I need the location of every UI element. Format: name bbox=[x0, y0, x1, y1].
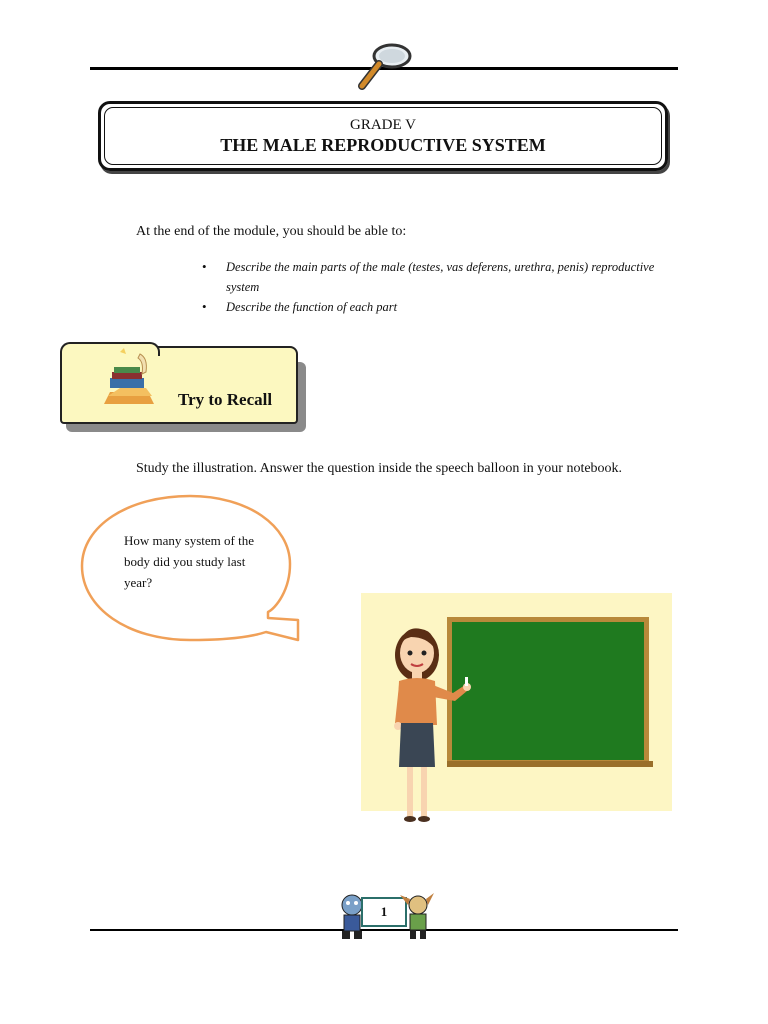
bullet-icon: • bbox=[202, 259, 207, 274]
page-title: THE MALE REPRODUCTIVE SYSTEM bbox=[220, 135, 546, 155]
speech-balloon-question: How many system of the body did you study last year? bbox=[124, 533, 254, 590]
list-item bbox=[200, 257, 660, 297]
page-number: 1 bbox=[361, 897, 407, 927]
cartoon-character-icon bbox=[396, 893, 436, 941]
section-title: Try to Recall bbox=[178, 390, 273, 409]
list-item bbox=[200, 297, 660, 317]
objectives-list bbox=[200, 257, 660, 317]
grade-label: GRADE V bbox=[350, 117, 416, 133]
objectives-intro: At the end of the module, you should be able to: bbox=[136, 224, 407, 239]
magnifier-icon bbox=[352, 42, 416, 94]
bottom-rule bbox=[90, 929, 678, 931]
section-tab bbox=[60, 346, 298, 424]
objective-text: Describe the main parts of the male (testes, vas deferens, urethra, penis) reproductive system bbox=[226, 260, 655, 294]
bullet-icon: • bbox=[202, 299, 207, 314]
instruction-text: Study the illustration. Answer the question inside the speech balloon in your notebook. bbox=[136, 461, 623, 476]
title-box bbox=[98, 101, 668, 171]
books-icon bbox=[100, 348, 156, 406]
teacher-illustration bbox=[361, 593, 672, 833]
objective-text: Describe the function of each part bbox=[226, 300, 398, 314]
